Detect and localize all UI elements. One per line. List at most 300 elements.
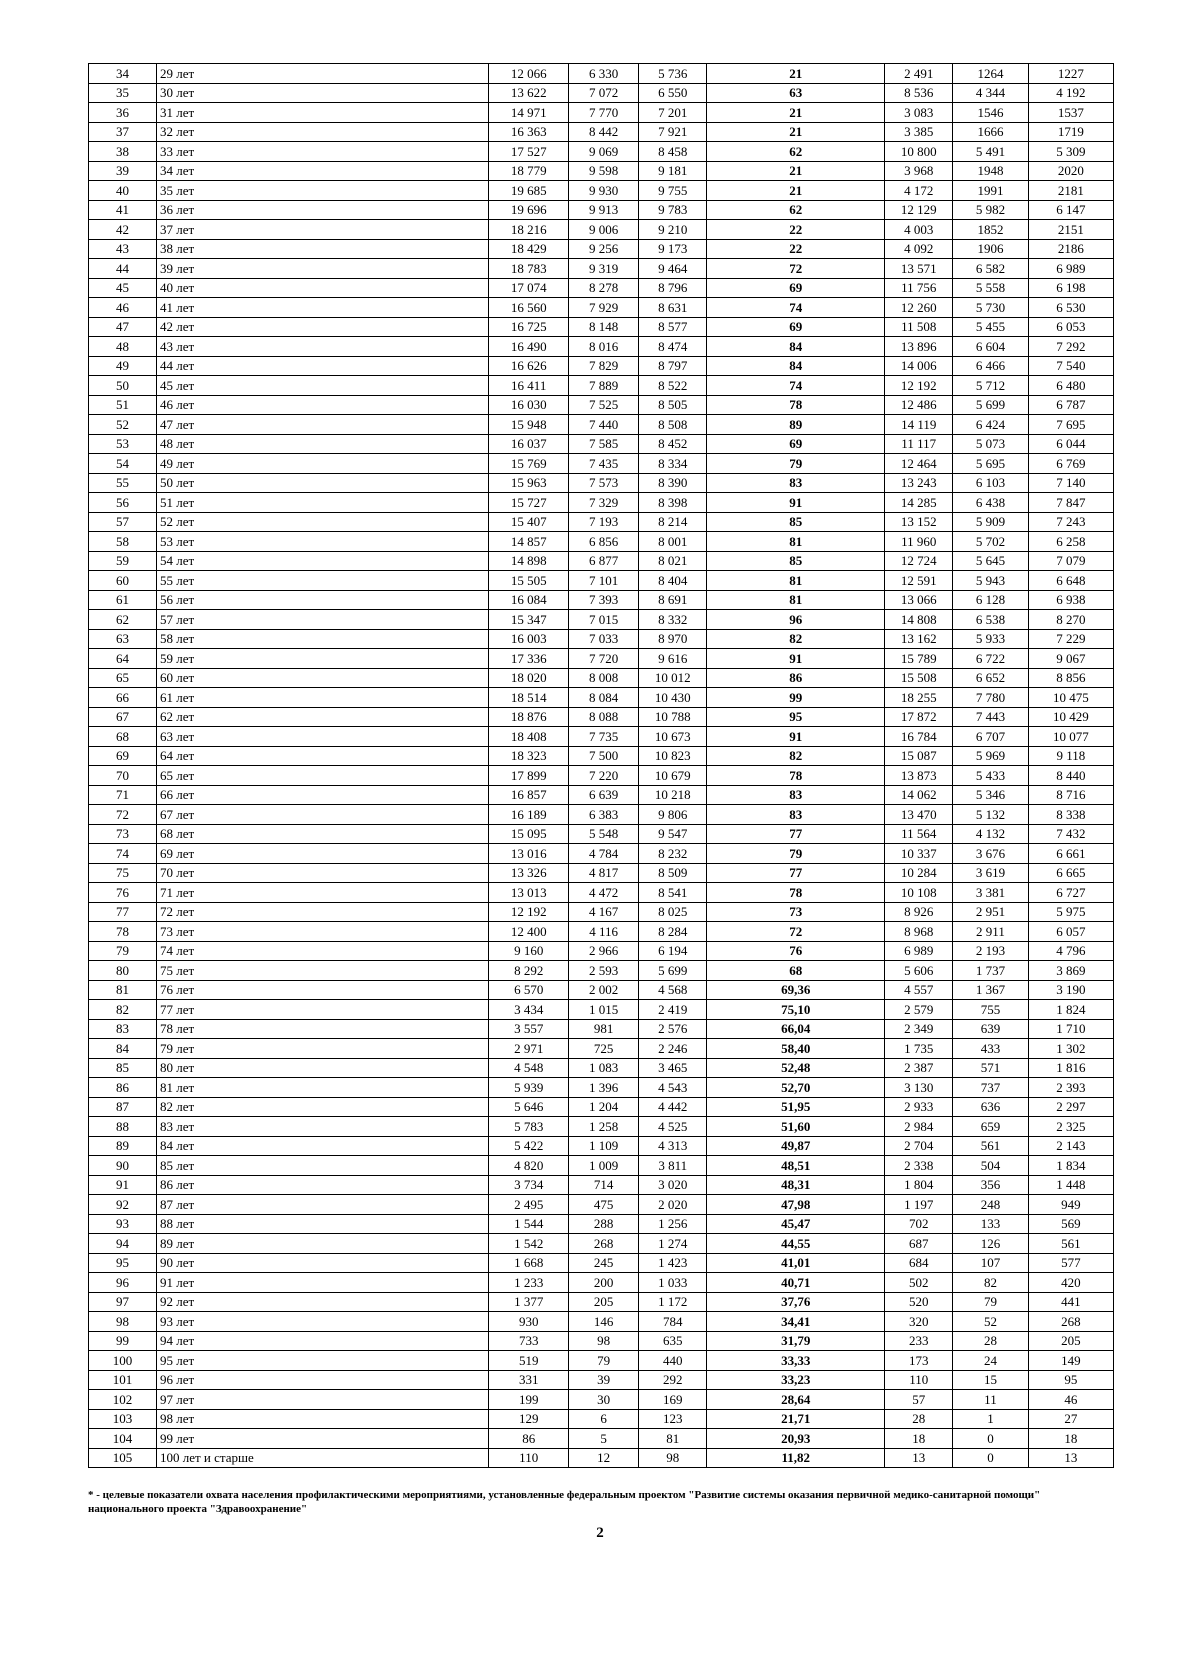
coverage-total-cell: 15 789: [885, 649, 953, 669]
coverage-total-cell: 8 536: [885, 83, 953, 103]
male-cell: 7 072: [569, 83, 639, 103]
age-label: 65 лет: [156, 766, 488, 786]
coverage-total-cell: 15 508: [885, 668, 953, 688]
table-row: [89, 844, 1114, 864]
table-row: [89, 746, 1114, 766]
total-cell: 17 527: [489, 142, 569, 162]
total-cell: 15 727: [489, 493, 569, 513]
row-number: 86: [89, 1078, 157, 1098]
male-cell: 8 088: [569, 707, 639, 727]
total-cell: 331: [489, 1370, 569, 1390]
target-percent-cell: 73: [707, 902, 885, 922]
table-row: [89, 64, 1114, 84]
coverage-total-cell: 687: [885, 1234, 953, 1254]
female-cell: 784: [639, 1312, 707, 1332]
table-row: [89, 122, 1114, 142]
coverage-male-cell: 1 367: [953, 980, 1029, 1000]
male-cell: 8 148: [569, 317, 639, 337]
age-label: 59 лет: [156, 649, 488, 669]
female-cell: 8 691: [639, 590, 707, 610]
age-label: 73 лет: [156, 922, 488, 942]
total-cell: 18 779: [489, 161, 569, 181]
age-label: 43 лет: [156, 337, 488, 357]
male-cell: 6 639: [569, 785, 639, 805]
table-row: [89, 941, 1114, 961]
coverage-female-cell: 420: [1028, 1273, 1113, 1293]
table-row: [89, 1097, 1114, 1117]
coverage-female-cell: 569: [1028, 1214, 1113, 1234]
age-label: 45 лет: [156, 376, 488, 396]
age-label: 41 лет: [156, 298, 488, 318]
coverage-female-cell: 2151: [1028, 220, 1113, 240]
coverage-female-cell: 10 429: [1028, 707, 1113, 727]
total-cell: 16 030: [489, 395, 569, 415]
age-label: 92 лет: [156, 1292, 488, 1312]
coverage-female-cell: 2 143: [1028, 1136, 1113, 1156]
table-row: [89, 142, 1114, 162]
table-row: [89, 610, 1114, 630]
row-number: 98: [89, 1312, 157, 1332]
row-number: 68: [89, 727, 157, 747]
age-label: 35 лет: [156, 181, 488, 201]
coverage-female-cell: 7 540: [1028, 356, 1113, 376]
table-row: [89, 434, 1114, 454]
female-cell: 1 256: [639, 1214, 707, 1234]
male-cell: 475: [569, 1195, 639, 1215]
coverage-total-cell: 14 006: [885, 356, 953, 376]
target-percent-cell: 85: [707, 551, 885, 571]
total-cell: 17 074: [489, 278, 569, 298]
age-label: 68 лет: [156, 824, 488, 844]
female-cell: 1 423: [639, 1253, 707, 1273]
target-percent-cell: 74: [707, 376, 885, 396]
row-number: 65: [89, 668, 157, 688]
row-number: 69: [89, 746, 157, 766]
row-number: 96: [89, 1273, 157, 1293]
coverage-total-cell: 12 260: [885, 298, 953, 318]
male-cell: 1 396: [569, 1078, 639, 1098]
target-percent-cell: 77: [707, 863, 885, 883]
row-number: 101: [89, 1370, 157, 1390]
coverage-male-cell: 1666: [953, 122, 1029, 142]
total-cell: 15 407: [489, 512, 569, 532]
table-row: [89, 1019, 1114, 1039]
coverage-female-cell: 6 648: [1028, 571, 1113, 591]
age-label: 94 лет: [156, 1331, 488, 1351]
coverage-total-cell: 14 285: [885, 493, 953, 513]
age-label: 58 лет: [156, 629, 488, 649]
coverage-female-cell: 6 530: [1028, 298, 1113, 318]
coverage-male-cell: 11: [953, 1390, 1029, 1410]
table-row: [89, 1331, 1114, 1351]
total-cell: 15 095: [489, 824, 569, 844]
row-number: 105: [89, 1448, 157, 1468]
coverage-total-cell: 173: [885, 1351, 953, 1371]
coverage-male-cell: 1264: [953, 64, 1029, 84]
total-cell: 18 323: [489, 746, 569, 766]
target-percent-cell: 75,10: [707, 1000, 885, 1020]
total-cell: 16 084: [489, 590, 569, 610]
coverage-male-cell: 4 132: [953, 824, 1029, 844]
age-label: 85 лет: [156, 1156, 488, 1176]
coverage-male-cell: 5 712: [953, 376, 1029, 396]
coverage-male-cell: 6 424: [953, 415, 1029, 435]
age-label: 79 лет: [156, 1039, 488, 1059]
female-cell: 8 541: [639, 883, 707, 903]
row-number: 81: [89, 980, 157, 1000]
coverage-male-cell: 5 909: [953, 512, 1029, 532]
table-row: [89, 356, 1114, 376]
male-cell: 7 829: [569, 356, 639, 376]
total-cell: 16 725: [489, 317, 569, 337]
total-cell: 19 696: [489, 200, 569, 220]
male-cell: 9 069: [569, 142, 639, 162]
coverage-total-cell: 4 003: [885, 220, 953, 240]
female-cell: 8 797: [639, 356, 707, 376]
target-percent-cell: 72: [707, 259, 885, 279]
table-row: [89, 1253, 1114, 1273]
female-cell: 8 332: [639, 610, 707, 630]
male-cell: 7 440: [569, 415, 639, 435]
target-percent-cell: 48,51: [707, 1156, 885, 1176]
table-row: [89, 961, 1114, 981]
table-row: [89, 590, 1114, 610]
female-cell: 4 525: [639, 1117, 707, 1137]
female-cell: 8 390: [639, 473, 707, 493]
coverage-male-cell: 5 943: [953, 571, 1029, 591]
table-row: [89, 1312, 1114, 1332]
male-cell: 4 472: [569, 883, 639, 903]
coverage-total-cell: 110: [885, 1370, 953, 1390]
coverage-female-cell: 3 869: [1028, 961, 1113, 981]
target-percent-cell: 74: [707, 298, 885, 318]
coverage-total-cell: 6 989: [885, 941, 953, 961]
target-percent-cell: 84: [707, 356, 885, 376]
table-row: [89, 337, 1114, 357]
coverage-total-cell: 2 579: [885, 1000, 953, 1020]
target-percent-cell: 31,79: [707, 1331, 885, 1351]
coverage-female-cell: 1 834: [1028, 1156, 1113, 1176]
coverage-female-cell: 1 824: [1028, 1000, 1113, 1020]
female-cell: 5 736: [639, 64, 707, 84]
row-number: 47: [89, 317, 157, 337]
coverage-total-cell: 11 117: [885, 434, 953, 454]
coverage-total-cell: 13 152: [885, 512, 953, 532]
male-cell: 30: [569, 1390, 639, 1410]
age-label: 98 лет: [156, 1409, 488, 1429]
male-cell: 7 735: [569, 727, 639, 747]
coverage-male-cell: 1: [953, 1409, 1029, 1429]
coverage-male-cell: 5 491: [953, 142, 1029, 162]
target-percent-cell: 62: [707, 142, 885, 162]
male-cell: 9 006: [569, 220, 639, 240]
coverage-female-cell: 5 309: [1028, 142, 1113, 162]
female-cell: 10 673: [639, 727, 707, 747]
target-percent-cell: 68: [707, 961, 885, 981]
row-number: 58: [89, 532, 157, 552]
total-cell: 4 548: [489, 1058, 569, 1078]
coverage-male-cell: 0: [953, 1429, 1029, 1449]
male-cell: 2 966: [569, 941, 639, 961]
male-cell: 8 278: [569, 278, 639, 298]
coverage-female-cell: 6 258: [1028, 532, 1113, 552]
target-percent-cell: 11,82: [707, 1448, 885, 1468]
coverage-male-cell: 356: [953, 1175, 1029, 1195]
male-cell: 268: [569, 1234, 639, 1254]
female-cell: 4 442: [639, 1097, 707, 1117]
row-number: 83: [89, 1019, 157, 1039]
target-percent-cell: 21: [707, 64, 885, 84]
total-cell: 18 429: [489, 239, 569, 259]
age-label: 63 лет: [156, 727, 488, 747]
target-percent-cell: 34,41: [707, 1312, 885, 1332]
row-number: 80: [89, 961, 157, 981]
table-row: [89, 161, 1114, 181]
male-cell: 7 720: [569, 649, 639, 669]
coverage-total-cell: 8 926: [885, 902, 953, 922]
coverage-male-cell: 15: [953, 1370, 1029, 1390]
coverage-total-cell: 3 083: [885, 103, 953, 123]
male-cell: 39: [569, 1370, 639, 1390]
male-cell: 7 033: [569, 629, 639, 649]
table-row: [89, 1234, 1114, 1254]
coverage-male-cell: 5 455: [953, 317, 1029, 337]
table-row: [89, 259, 1114, 279]
age-label: 53 лет: [156, 532, 488, 552]
male-cell: 7 500: [569, 746, 639, 766]
row-number: 100: [89, 1351, 157, 1371]
coverage-female-cell: 4 192: [1028, 83, 1113, 103]
row-number: 102: [89, 1390, 157, 1410]
table-row: [89, 1390, 1114, 1410]
coverage-male-cell: 5 699: [953, 395, 1029, 415]
target-percent-cell: 78: [707, 883, 885, 903]
total-cell: 1 542: [489, 1234, 569, 1254]
target-percent-cell: 45,47: [707, 1214, 885, 1234]
female-cell: 440: [639, 1351, 707, 1371]
total-cell: 15 948: [489, 415, 569, 435]
coverage-female-cell: 7 140: [1028, 473, 1113, 493]
coverage-female-cell: 2181: [1028, 181, 1113, 201]
target-percent-cell: 69,36: [707, 980, 885, 1000]
row-number: 46: [89, 298, 157, 318]
female-cell: 4 313: [639, 1136, 707, 1156]
female-cell: 1 274: [639, 1234, 707, 1254]
coverage-female-cell: 13: [1028, 1448, 1113, 1468]
male-cell: 98: [569, 1331, 639, 1351]
coverage-female-cell: 8 440: [1028, 766, 1113, 786]
coverage-total-cell: 13 243: [885, 473, 953, 493]
male-cell: 79: [569, 1351, 639, 1371]
coverage-male-cell: 4 344: [953, 83, 1029, 103]
total-cell: 1 377: [489, 1292, 569, 1312]
target-percent-cell: 49,87: [707, 1136, 885, 1156]
coverage-total-cell: 12 591: [885, 571, 953, 591]
target-percent-cell: 33,23: [707, 1370, 885, 1390]
age-label: 48 лет: [156, 434, 488, 454]
coverage-total-cell: 17 872: [885, 707, 953, 727]
coverage-female-cell: 6 044: [1028, 434, 1113, 454]
table-row: [89, 1000, 1114, 1020]
male-cell: 7 889: [569, 376, 639, 396]
female-cell: 9 464: [639, 259, 707, 279]
target-percent-cell: 21: [707, 103, 885, 123]
total-cell: 3 434: [489, 1000, 569, 1020]
age-label: 40 лет: [156, 278, 488, 298]
female-cell: 2 419: [639, 1000, 707, 1020]
table-row: [89, 727, 1114, 747]
row-number: 67: [89, 707, 157, 727]
coverage-male-cell: 659: [953, 1117, 1029, 1137]
age-label: 62 лет: [156, 707, 488, 727]
target-percent-cell: 20,93: [707, 1429, 885, 1449]
coverage-female-cell: 441: [1028, 1292, 1113, 1312]
coverage-male-cell: 6 128: [953, 590, 1029, 610]
target-percent-cell: 79: [707, 844, 885, 864]
female-cell: 8 001: [639, 532, 707, 552]
coverage-female-cell: 6 147: [1028, 200, 1113, 220]
target-percent-cell: 52,70: [707, 1078, 885, 1098]
coverage-male-cell: 6 466: [953, 356, 1029, 376]
age-label: 51 лет: [156, 493, 488, 513]
female-cell: 8 398: [639, 493, 707, 513]
male-cell: 5 548: [569, 824, 639, 844]
row-number: 79: [89, 941, 157, 961]
target-percent-cell: 44,55: [707, 1234, 885, 1254]
total-cell: 14 898: [489, 551, 569, 571]
coverage-male-cell: 3 619: [953, 863, 1029, 883]
age-label: 77 лет: [156, 1000, 488, 1020]
coverage-female-cell: 6 053: [1028, 317, 1113, 337]
total-cell: 18 216: [489, 220, 569, 240]
age-label: 66 лет: [156, 785, 488, 805]
coverage-total-cell: 15 087: [885, 746, 953, 766]
male-cell: 7 525: [569, 395, 639, 415]
coverage-total-cell: 11 756: [885, 278, 953, 298]
total-cell: 519: [489, 1351, 569, 1371]
total-cell: 5 783: [489, 1117, 569, 1137]
total-cell: 12 400: [489, 922, 569, 942]
coverage-total-cell: 1 197: [885, 1195, 953, 1215]
age-label: 95 лет: [156, 1351, 488, 1371]
table-row: [89, 415, 1114, 435]
coverage-total-cell: 320: [885, 1312, 953, 1332]
row-number: 74: [89, 844, 157, 864]
coverage-male-cell: 5 695: [953, 454, 1029, 474]
table-row: [89, 805, 1114, 825]
table-row: [89, 629, 1114, 649]
age-label: 55 лет: [156, 571, 488, 591]
coverage-female-cell: 1 448: [1028, 1175, 1113, 1195]
coverage-male-cell: 755: [953, 1000, 1029, 1020]
row-number: 59: [89, 551, 157, 571]
table-row: [89, 863, 1114, 883]
age-label: 56 лет: [156, 590, 488, 610]
male-cell: 7 393: [569, 590, 639, 610]
male-cell: 5: [569, 1429, 639, 1449]
female-cell: 9 755: [639, 181, 707, 201]
age-label: 57 лет: [156, 610, 488, 630]
age-label: 81 лет: [156, 1078, 488, 1098]
row-number: 48: [89, 337, 157, 357]
coverage-male-cell: 52: [953, 1312, 1029, 1332]
table-row: [89, 707, 1114, 727]
table-row: [89, 1195, 1114, 1215]
table-row: [89, 220, 1114, 240]
target-percent-cell: 69: [707, 434, 885, 454]
total-cell: 1 544: [489, 1214, 569, 1234]
male-cell: 288: [569, 1214, 639, 1234]
total-cell: 19 685: [489, 181, 569, 201]
total-cell: 6 570: [489, 980, 569, 1000]
target-percent-cell: 81: [707, 571, 885, 591]
row-number: 53: [89, 434, 157, 454]
age-label: 99 лет: [156, 1429, 488, 1449]
male-cell: 7 770: [569, 103, 639, 123]
female-cell: 2 576: [639, 1019, 707, 1039]
coverage-male-cell: 636: [953, 1097, 1029, 1117]
age-label: 52 лет: [156, 512, 488, 532]
table-row: [89, 298, 1114, 318]
table-row: [89, 1448, 1114, 1468]
table-row: [89, 1292, 1114, 1312]
age-label: 44 лет: [156, 356, 488, 376]
coverage-total-cell: 12 464: [885, 454, 953, 474]
target-percent-cell: 28,64: [707, 1390, 885, 1410]
target-percent-cell: 69: [707, 278, 885, 298]
female-cell: 169: [639, 1390, 707, 1410]
total-cell: 13 622: [489, 83, 569, 103]
coverage-total-cell: 11 564: [885, 824, 953, 844]
coverage-male-cell: 79: [953, 1292, 1029, 1312]
target-percent-cell: 21: [707, 122, 885, 142]
age-label: 32 лет: [156, 122, 488, 142]
target-percent-cell: 78: [707, 766, 885, 786]
coverage-total-cell: 8 968: [885, 922, 953, 942]
coverage-female-cell: 1 710: [1028, 1019, 1113, 1039]
table-row: [89, 1117, 1114, 1137]
coverage-female-cell: 9 118: [1028, 746, 1113, 766]
coverage-male-cell: 6 438: [953, 493, 1029, 513]
female-cell: 8 458: [639, 142, 707, 162]
coverage-male-cell: 5 645: [953, 551, 1029, 571]
coverage-female-cell: 561: [1028, 1234, 1113, 1254]
table-row: [89, 688, 1114, 708]
male-cell: 8 016: [569, 337, 639, 357]
coverage-female-cell: 6 661: [1028, 844, 1113, 864]
coverage-female-cell: 2186: [1028, 239, 1113, 259]
coverage-total-cell: 10 108: [885, 883, 953, 903]
total-cell: 13 326: [489, 863, 569, 883]
female-cell: 8 284: [639, 922, 707, 942]
row-number: 88: [89, 1117, 157, 1137]
coverage-female-cell: 6 665: [1028, 863, 1113, 883]
coverage-total-cell: 13 873: [885, 766, 953, 786]
row-number: 61: [89, 590, 157, 610]
coverage-male-cell: 7 780: [953, 688, 1029, 708]
male-cell: 2 002: [569, 980, 639, 1000]
coverage-total-cell: 28: [885, 1409, 953, 1429]
age-label: 76 лет: [156, 980, 488, 1000]
target-percent-cell: 40,71: [707, 1273, 885, 1293]
coverage-female-cell: 7 432: [1028, 824, 1113, 844]
table-row: [89, 317, 1114, 337]
table-row: [89, 668, 1114, 688]
total-cell: 199: [489, 1390, 569, 1410]
target-percent-cell: 63: [707, 83, 885, 103]
target-percent-cell: 77: [707, 824, 885, 844]
row-number: 90: [89, 1156, 157, 1176]
